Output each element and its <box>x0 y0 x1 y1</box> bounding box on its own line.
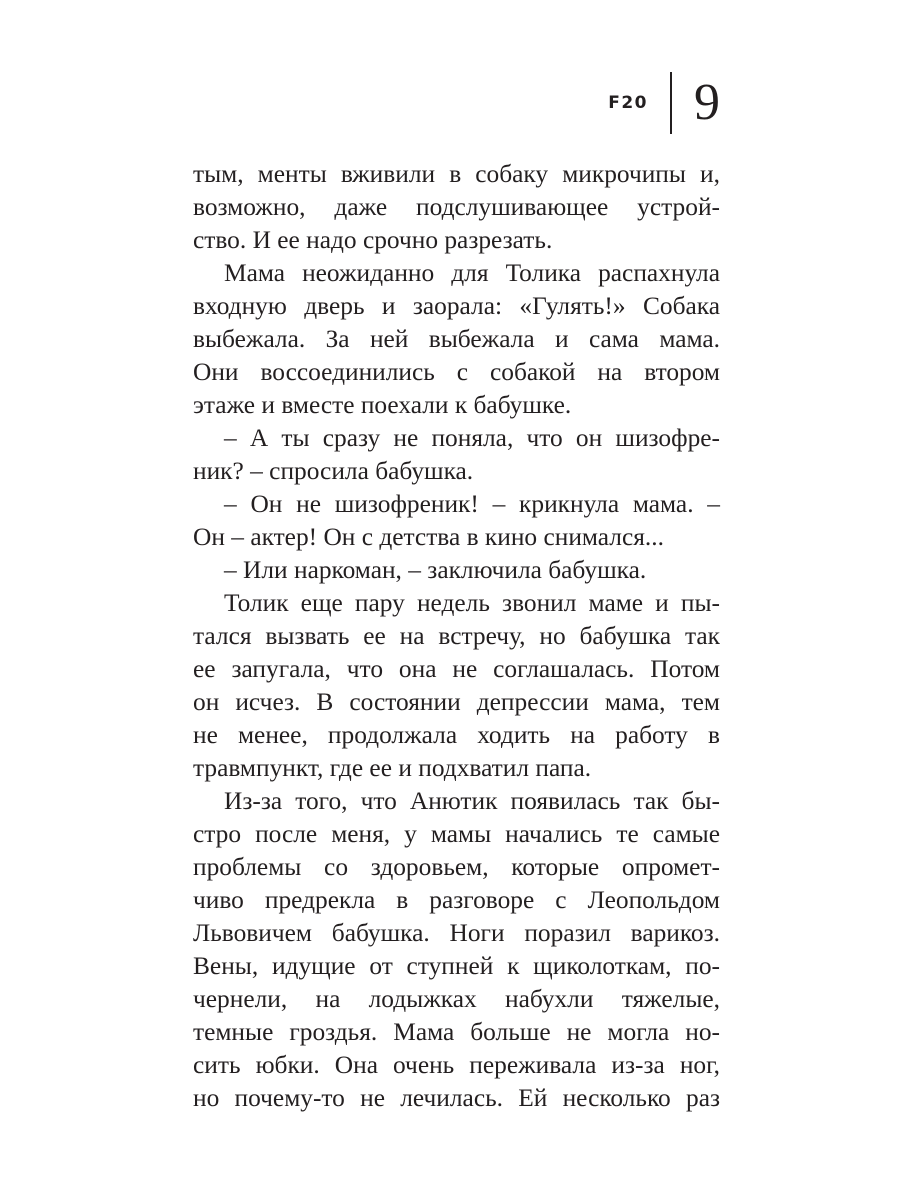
text-line: – Или наркоман, – заключила бабушка. <box>224 556 647 584</box>
text-line: возможно, даже подслушивающее устрой- <box>193 193 720 221</box>
text-line: Толик еще пару недель звонил маме и пы- <box>224 589 720 617</box>
book-title: F20 <box>608 93 648 113</box>
text-line: не менее, продолжала ходить на работу в <box>193 721 720 749</box>
text-line: входную дверь и заорала: «Гулять!» Собака <box>193 292 720 320</box>
page-number: 9 <box>694 74 720 131</box>
text-line: Они воссоединились с собакой на втором <box>193 358 720 386</box>
text-line: но почему-то не лечилась. Ей несколько раз <box>193 1084 720 1112</box>
text-line: Львовичем бабушка. Ноги поразил варикоз. <box>193 919 720 947</box>
text-line: стро после меня, у мамы начались те самые <box>193 820 720 848</box>
text-line: ее запугала, что она не соглашалась. Потом <box>193 655 720 683</box>
text-line: сить юбки. Она очень переживала из-за ног, <box>193 1051 720 1079</box>
text-line: тым, менты вживили в собаку микрочипы и, <box>193 160 720 188</box>
text-line: чернели, на лодыжках набухли тяжелые, <box>193 985 720 1013</box>
text-line: проблемы со здоровьем, которые опромет- <box>193 853 720 881</box>
text-line: – Он не шизофреник! – крикнула мама. – <box>224 490 720 518</box>
running-header <box>608 72 720 134</box>
text-line: выбежала. За ней выбежала и сама мама. <box>193 325 720 353</box>
header-divider <box>670 72 672 134</box>
text-line: травмпункт, где ее и подхватил папа. <box>193 754 592 782</box>
text-line: темные гроздья. Мама больше не могла но- <box>193 1018 720 1046</box>
text-line: Из-за того, что Анютик появилась так бы- <box>224 787 720 815</box>
text-line: он исчез. В состоянии депрессии мама, тем <box>193 688 720 716</box>
text-line: этаже и вместе поехали к бабушке. <box>193 391 572 419</box>
text-line: Мама неожиданно для Толика распахнула <box>224 259 720 287</box>
text-line: Он – актер! Он с детства в кино снимался... <box>193 523 664 551</box>
text-line: тался вызвать ее на встречу, но бабушка так <box>193 622 720 650</box>
text-line: Вены, идущие от ступней к щиколоткам, по- <box>193 952 720 980</box>
body-text <box>193 158 720 1115</box>
text-line: ство. И ее надо срочно разрезать. <box>193 226 553 254</box>
text-line: – А ты сразу не поняла, что он шизофре- <box>224 424 720 452</box>
text-line: ник? – спросила бабушка. <box>193 457 474 485</box>
text-line: чиво предрекла в разговоре с Леопольдом <box>193 886 720 914</box>
